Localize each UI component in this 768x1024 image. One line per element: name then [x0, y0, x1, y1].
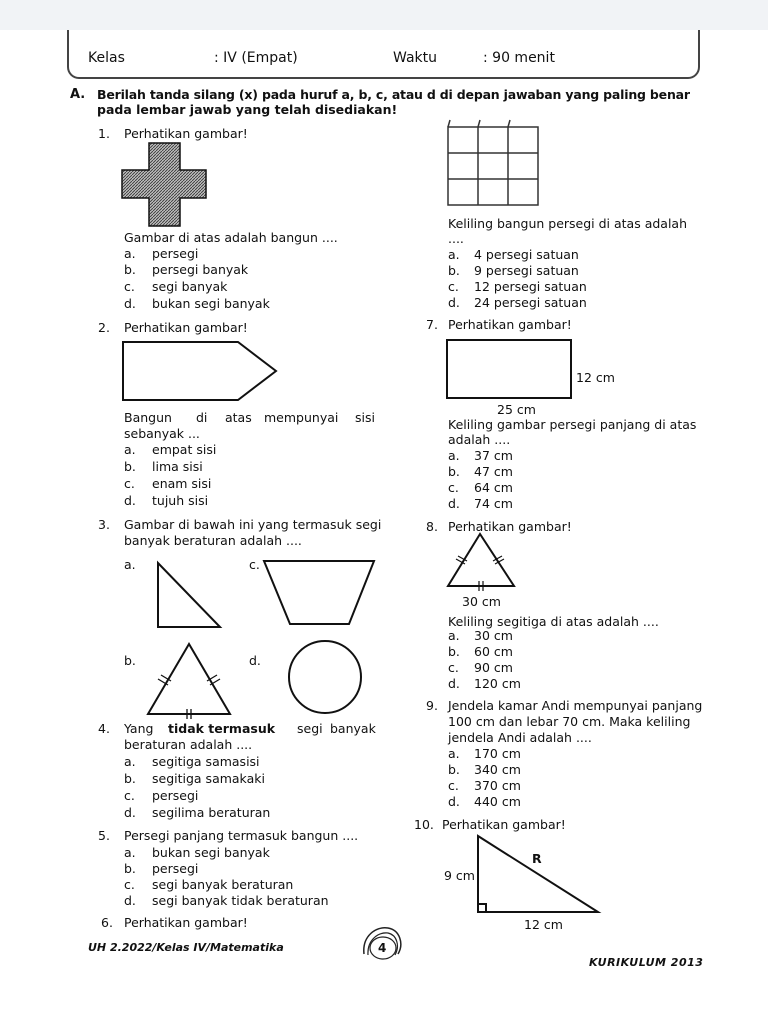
q4-stem-line-2: beraturan adalah ....	[124, 737, 253, 752]
q9-stem-line-1: Jendela kamar Andi mempunyai panjang	[448, 698, 703, 713]
q2-prompt: Perhatikan gambar!	[124, 320, 248, 335]
q5-number: 5.	[98, 828, 110, 843]
q2-stem-word-5: sisi	[355, 410, 375, 425]
q2-option-a: empat sisi	[152, 442, 217, 457]
q7-option-b-key: b.	[448, 464, 460, 479]
q8-prompt: Perhatikan gambar!	[448, 519, 572, 534]
q4-stem-word-4: banyak	[330, 721, 376, 736]
section-letter: A.	[70, 87, 86, 102]
q4-option-c-key: c.	[124, 788, 135, 803]
q3-stem-line-1: Gambar di bawah ini yang termasuk segi	[124, 517, 382, 532]
q1-option-b-key: b.	[124, 262, 136, 277]
q4-option-a-key: a.	[124, 754, 136, 769]
q3-label-d: d.	[249, 653, 261, 668]
q7-stem-line-2: adalah ....	[448, 432, 511, 447]
q7-option-a-key: a.	[448, 448, 460, 463]
q6-option-c: 12 persegi satuan	[474, 279, 587, 294]
q6-option-a-key: a.	[448, 247, 460, 262]
trapezoid-figure	[260, 558, 380, 628]
q5-option-d-key: d.	[124, 893, 136, 908]
q8-option-c-key: c.	[448, 660, 459, 675]
q6-stem-line-2: ....	[448, 231, 464, 246]
q4-option-d: segilima beraturan	[152, 805, 271, 820]
q5-option-d: segi banyak tidak beraturan	[152, 893, 329, 908]
q1-option-d-key: d.	[124, 296, 136, 311]
q2-option-b-key: b.	[124, 459, 136, 474]
waktu-label: Waktu	[393, 50, 437, 66]
q6-option-a: 4 persegi satuan	[474, 247, 579, 262]
q9-option-a: 170 cm	[474, 746, 521, 761]
q5-option-c: segi banyak beraturan	[152, 877, 294, 892]
q4-option-b: segitiga samakaki	[152, 771, 265, 786]
q9-stem-line-2: 100 cm dan lebar 70 cm. Maka keliling	[448, 714, 691, 729]
q10-number: 10.	[414, 817, 434, 832]
q8-option-c: 90 cm	[474, 660, 513, 675]
q9-option-b: 340 cm	[474, 762, 521, 777]
q4-option-d-key: d.	[124, 805, 136, 820]
q1-stem: Gambar di atas adalah bangun ....	[124, 230, 338, 245]
q8-base-label: 30 cm	[462, 594, 501, 609]
q7-bottom-label: 25 cm	[497, 402, 536, 417]
q7-option-d: 74 cm	[474, 496, 513, 511]
q10-hypotenuse-label: R	[532, 851, 542, 866]
q7-number: 7.	[426, 317, 438, 332]
q7-option-d-key: d.	[448, 496, 460, 511]
q2-stem-word-2: di	[196, 410, 208, 425]
q1-option-a: persegi	[152, 246, 199, 261]
q9-option-a-key: a.	[448, 746, 460, 761]
q5-option-a: bukan segi banyak	[152, 845, 270, 860]
page-number: 4	[378, 941, 387, 955]
q9-option-c: 370 cm	[474, 778, 521, 793]
q6-option-c-key: c.	[448, 279, 459, 294]
q9-option-d: 440 cm	[474, 794, 521, 809]
q1-prompt: Perhatikan gambar!	[124, 126, 248, 141]
q4-option-c: persegi	[152, 788, 199, 803]
q6-prompt: Perhatikan gambar!	[124, 915, 248, 930]
footer-right: KURIKULUM 2013	[589, 956, 704, 969]
q8-option-b-key: b.	[448, 644, 460, 659]
kelas-label: Kelas	[88, 50, 125, 66]
q8-stem: Keliling segitiga di atas adalah ....	[448, 614, 659, 629]
q10-prompt: Perhatikan gambar!	[442, 817, 566, 832]
q9-number: 9.	[426, 698, 438, 713]
q5-option-b: persegi	[152, 861, 199, 876]
q6-option-b-key: b.	[448, 263, 460, 278]
rectangle-figure	[444, 337, 574, 401]
q7-option-b: 47 cm	[474, 464, 513, 479]
q5-option-b-key: b.	[124, 861, 136, 876]
pentagon-figure	[120, 340, 280, 402]
q5-option-a-key: a.	[124, 845, 136, 860]
q2-option-a-key: a.	[124, 442, 136, 457]
q3-label-a: a.	[124, 557, 136, 572]
q2-option-d-key: d.	[124, 493, 136, 508]
q2-option-c-key: c.	[124, 476, 135, 491]
q8-option-b: 60 cm	[474, 644, 513, 659]
q8-option-d-key: d.	[448, 676, 460, 691]
right-triangle-figure	[154, 560, 224, 630]
kelas-value: : IV (Empat)	[214, 50, 298, 66]
top-band	[0, 0, 768, 30]
q2-stem-word-1: Bangun	[124, 410, 172, 425]
q4-number: 4.	[98, 721, 110, 736]
q8-option-d: 120 cm	[474, 676, 521, 691]
q2-option-d: tujuh sisi	[152, 493, 209, 508]
q6-number: 6.	[101, 915, 113, 930]
square-grid-figure	[446, 120, 542, 208]
q2-option-b: lima sisi	[152, 459, 203, 474]
q3-label-b: b.	[124, 653, 136, 668]
q4-stem-emphasis: tidak termasuk	[168, 721, 276, 736]
q7-prompt: Perhatikan gambar!	[448, 317, 572, 332]
q1-option-a-key: a.	[124, 246, 136, 261]
q1-option-b: persegi banyak	[152, 262, 249, 277]
q10-side-label: 9 cm	[444, 868, 475, 883]
q1-option-c-key: c.	[124, 279, 135, 294]
header-box	[67, 30, 700, 79]
q8-option-a-key: a.	[448, 628, 460, 643]
q9-option-d-key: d.	[448, 794, 460, 809]
q7-option-a: 37 cm	[474, 448, 513, 463]
q6-option-d: 24 persegi satuan	[474, 295, 587, 310]
q2-stem-word-4: mempunyai	[264, 410, 339, 425]
equilateral-triangle-figure	[144, 640, 234, 720]
q6-option-b: 9 persegi satuan	[474, 263, 579, 278]
q7-stem-line-1: Keliling gambar persegi panjang di atas	[448, 417, 697, 432]
q1-number: 1.	[98, 126, 110, 141]
q4-option-a: segitiga samasisi	[152, 754, 260, 769]
q6-stem-line-1: Keliling bangun persegi di atas adalah	[448, 216, 688, 231]
q9-option-b-key: b.	[448, 762, 460, 777]
q2-stem-line-2: sebanyak ...	[124, 426, 200, 441]
waktu-value: : 90 menit	[483, 50, 555, 66]
q3-number: 3.	[98, 517, 110, 532]
footer-left: UH 2.2022/Kelas IV/Matematika	[88, 941, 284, 954]
q2-stem-word-3: atas	[225, 410, 252, 425]
q2-option-c: enam sisi	[152, 476, 212, 491]
q6-option-d-key: d.	[448, 295, 460, 310]
q4-option-b-key: b.	[124, 771, 136, 786]
right-triangle-q10-figure	[474, 834, 602, 916]
instruction-line-2: pada lembar jawab yang telah disediakan!	[97, 102, 398, 117]
q7-option-c-key: c.	[448, 480, 459, 495]
q8-option-a: 30 cm	[474, 628, 513, 643]
q3-stem-line-2: banyak beraturan adalah ....	[124, 533, 302, 548]
q8-number: 8.	[426, 519, 438, 534]
q9-option-c-key: c.	[448, 778, 459, 793]
instruction-line-1: Berilah tanda silang (x) pada huruf a, b, c, atau d di depan jawaban yang paling benar	[97, 87, 690, 102]
q9-stem-line-3: jendela Andi adalah ....	[448, 730, 592, 745]
q4-stem-word-3: segi	[297, 721, 323, 736]
q7-side-label: 12 cm	[576, 370, 615, 385]
q2-number: 2.	[98, 320, 110, 335]
circle-figure	[286, 638, 364, 716]
q10-base-label: 12 cm	[524, 917, 563, 932]
cross-shape-figure	[120, 142, 210, 228]
q5-option-c-key: c.	[124, 877, 135, 892]
isosceles-triangle-figure	[444, 530, 520, 592]
q1-option-d: bukan segi banyak	[152, 296, 270, 311]
q7-option-c: 64 cm	[474, 480, 513, 495]
q5-stem: Persegi panjang termasuk bangun ....	[124, 828, 359, 843]
q4-stem-word-1: Yang	[124, 721, 154, 736]
q3-label-c: c.	[249, 557, 260, 572]
q1-option-c: segi banyak	[152, 279, 228, 294]
